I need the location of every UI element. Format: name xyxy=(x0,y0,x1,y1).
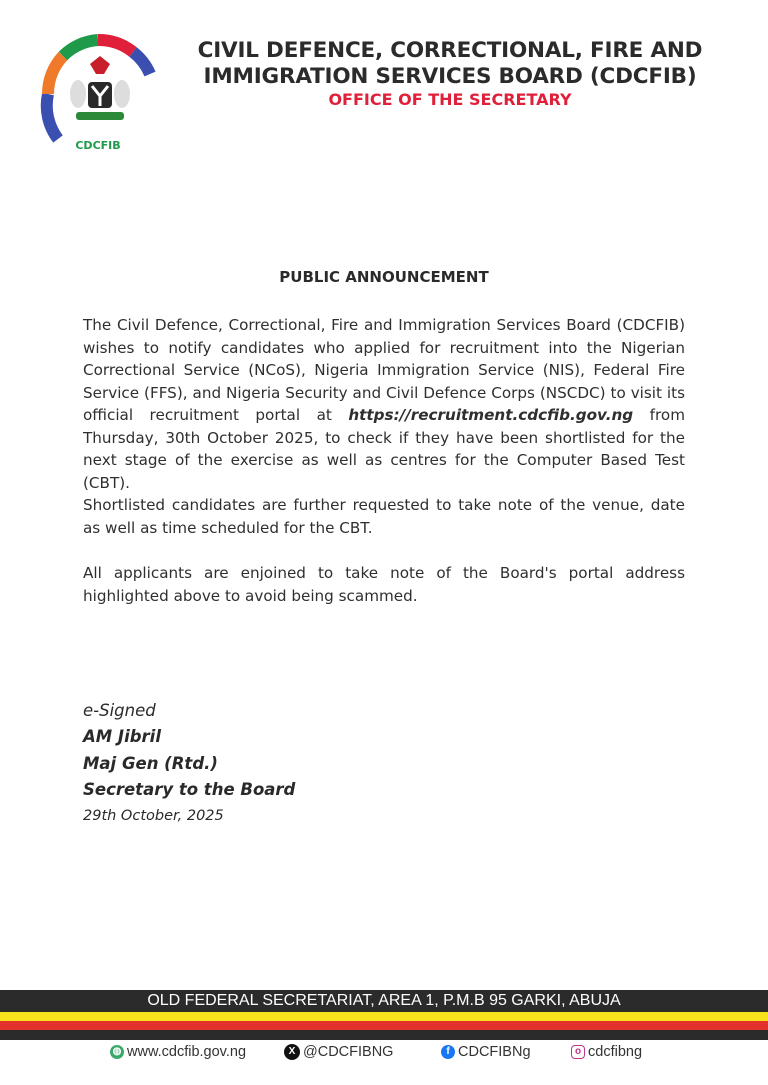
paragraph-2: Shortlisted candidates are further requested to take note of the venue, date as well as time scheduled for the CBT. xyxy=(83,496,685,537)
facebook-handle: CDCFIBNg xyxy=(458,1044,531,1060)
paragraph-3: All applicants are enjoined to take note of the Board's portal address highlighted above to avoid being scammed. xyxy=(83,564,685,605)
portal-link[interactable]: https://recruitment.cdcfib.gov.ng xyxy=(348,406,634,424)
signature-block xyxy=(83,698,295,829)
instagram-icon: o xyxy=(571,1045,585,1059)
paragraph-1-text: The Civil Defence, Correctional, Fire and Immigration Services Board (CDCFIB) wishes to notify candidates who applied for recruitment into the Nigerian Correctional Service (NCoS), Nigeria Immigration Service (NIS), Federal Fire Service (FFS), and Nigeria Security and Civil Defence Corps (NSCDC) to visit its official recruitment portal at xyxy=(83,316,685,424)
instagram-link[interactable] xyxy=(571,1044,642,1060)
announcement-title: PUBLIC ANNOUNCEMENT xyxy=(279,268,489,286)
website-text: www.cdcfib.gov.ng xyxy=(127,1044,247,1060)
cdcfib-logo xyxy=(38,34,158,154)
signature-date: 29th October, 2025 xyxy=(83,808,224,825)
paragraph-1-text-end: from Thursday, 30th October 2025, to check if they have been shortlisted for the next stage of the exercise as well as centres for the Computer Based Test (CBT). xyxy=(83,406,686,492)
paragraph-1 xyxy=(83,314,685,494)
footer-yellow-stripe xyxy=(0,1012,768,1021)
office-subtitle: OFFICE OF THE SECRETARY xyxy=(328,90,572,109)
footer-red-stripe xyxy=(0,1021,768,1030)
e-signed-label: e-Signed xyxy=(83,701,156,720)
x-link[interactable] xyxy=(284,1044,393,1060)
organization-title: CIVIL DEFENCE, CORRECTIONAL, FIRE AND IMMIGRATION SERVICES BOARD (CDCFIB) xyxy=(197,38,703,89)
instagram-handle: cdcfibng xyxy=(588,1044,643,1060)
signatory-position: Secretary to the Board xyxy=(83,779,296,799)
globe-icon: ◍ xyxy=(110,1045,124,1059)
logo-text: CDCFIB xyxy=(75,139,121,152)
signatory-rank: Maj Gen (Rtd.) xyxy=(83,753,218,773)
x-icon: X xyxy=(284,1044,300,1060)
website-link[interactable] xyxy=(110,1044,246,1060)
facebook-link[interactable] xyxy=(441,1044,531,1060)
facebook-icon: f xyxy=(441,1045,455,1059)
x-handle: @CDCFIBNG xyxy=(303,1044,394,1060)
footer-address: OLD FEDERAL SECRETARIAT, AREA 1, P.M.B 95 GARKI, ABUJA xyxy=(147,992,621,1009)
signatory-name: AM Jibril xyxy=(83,727,161,747)
